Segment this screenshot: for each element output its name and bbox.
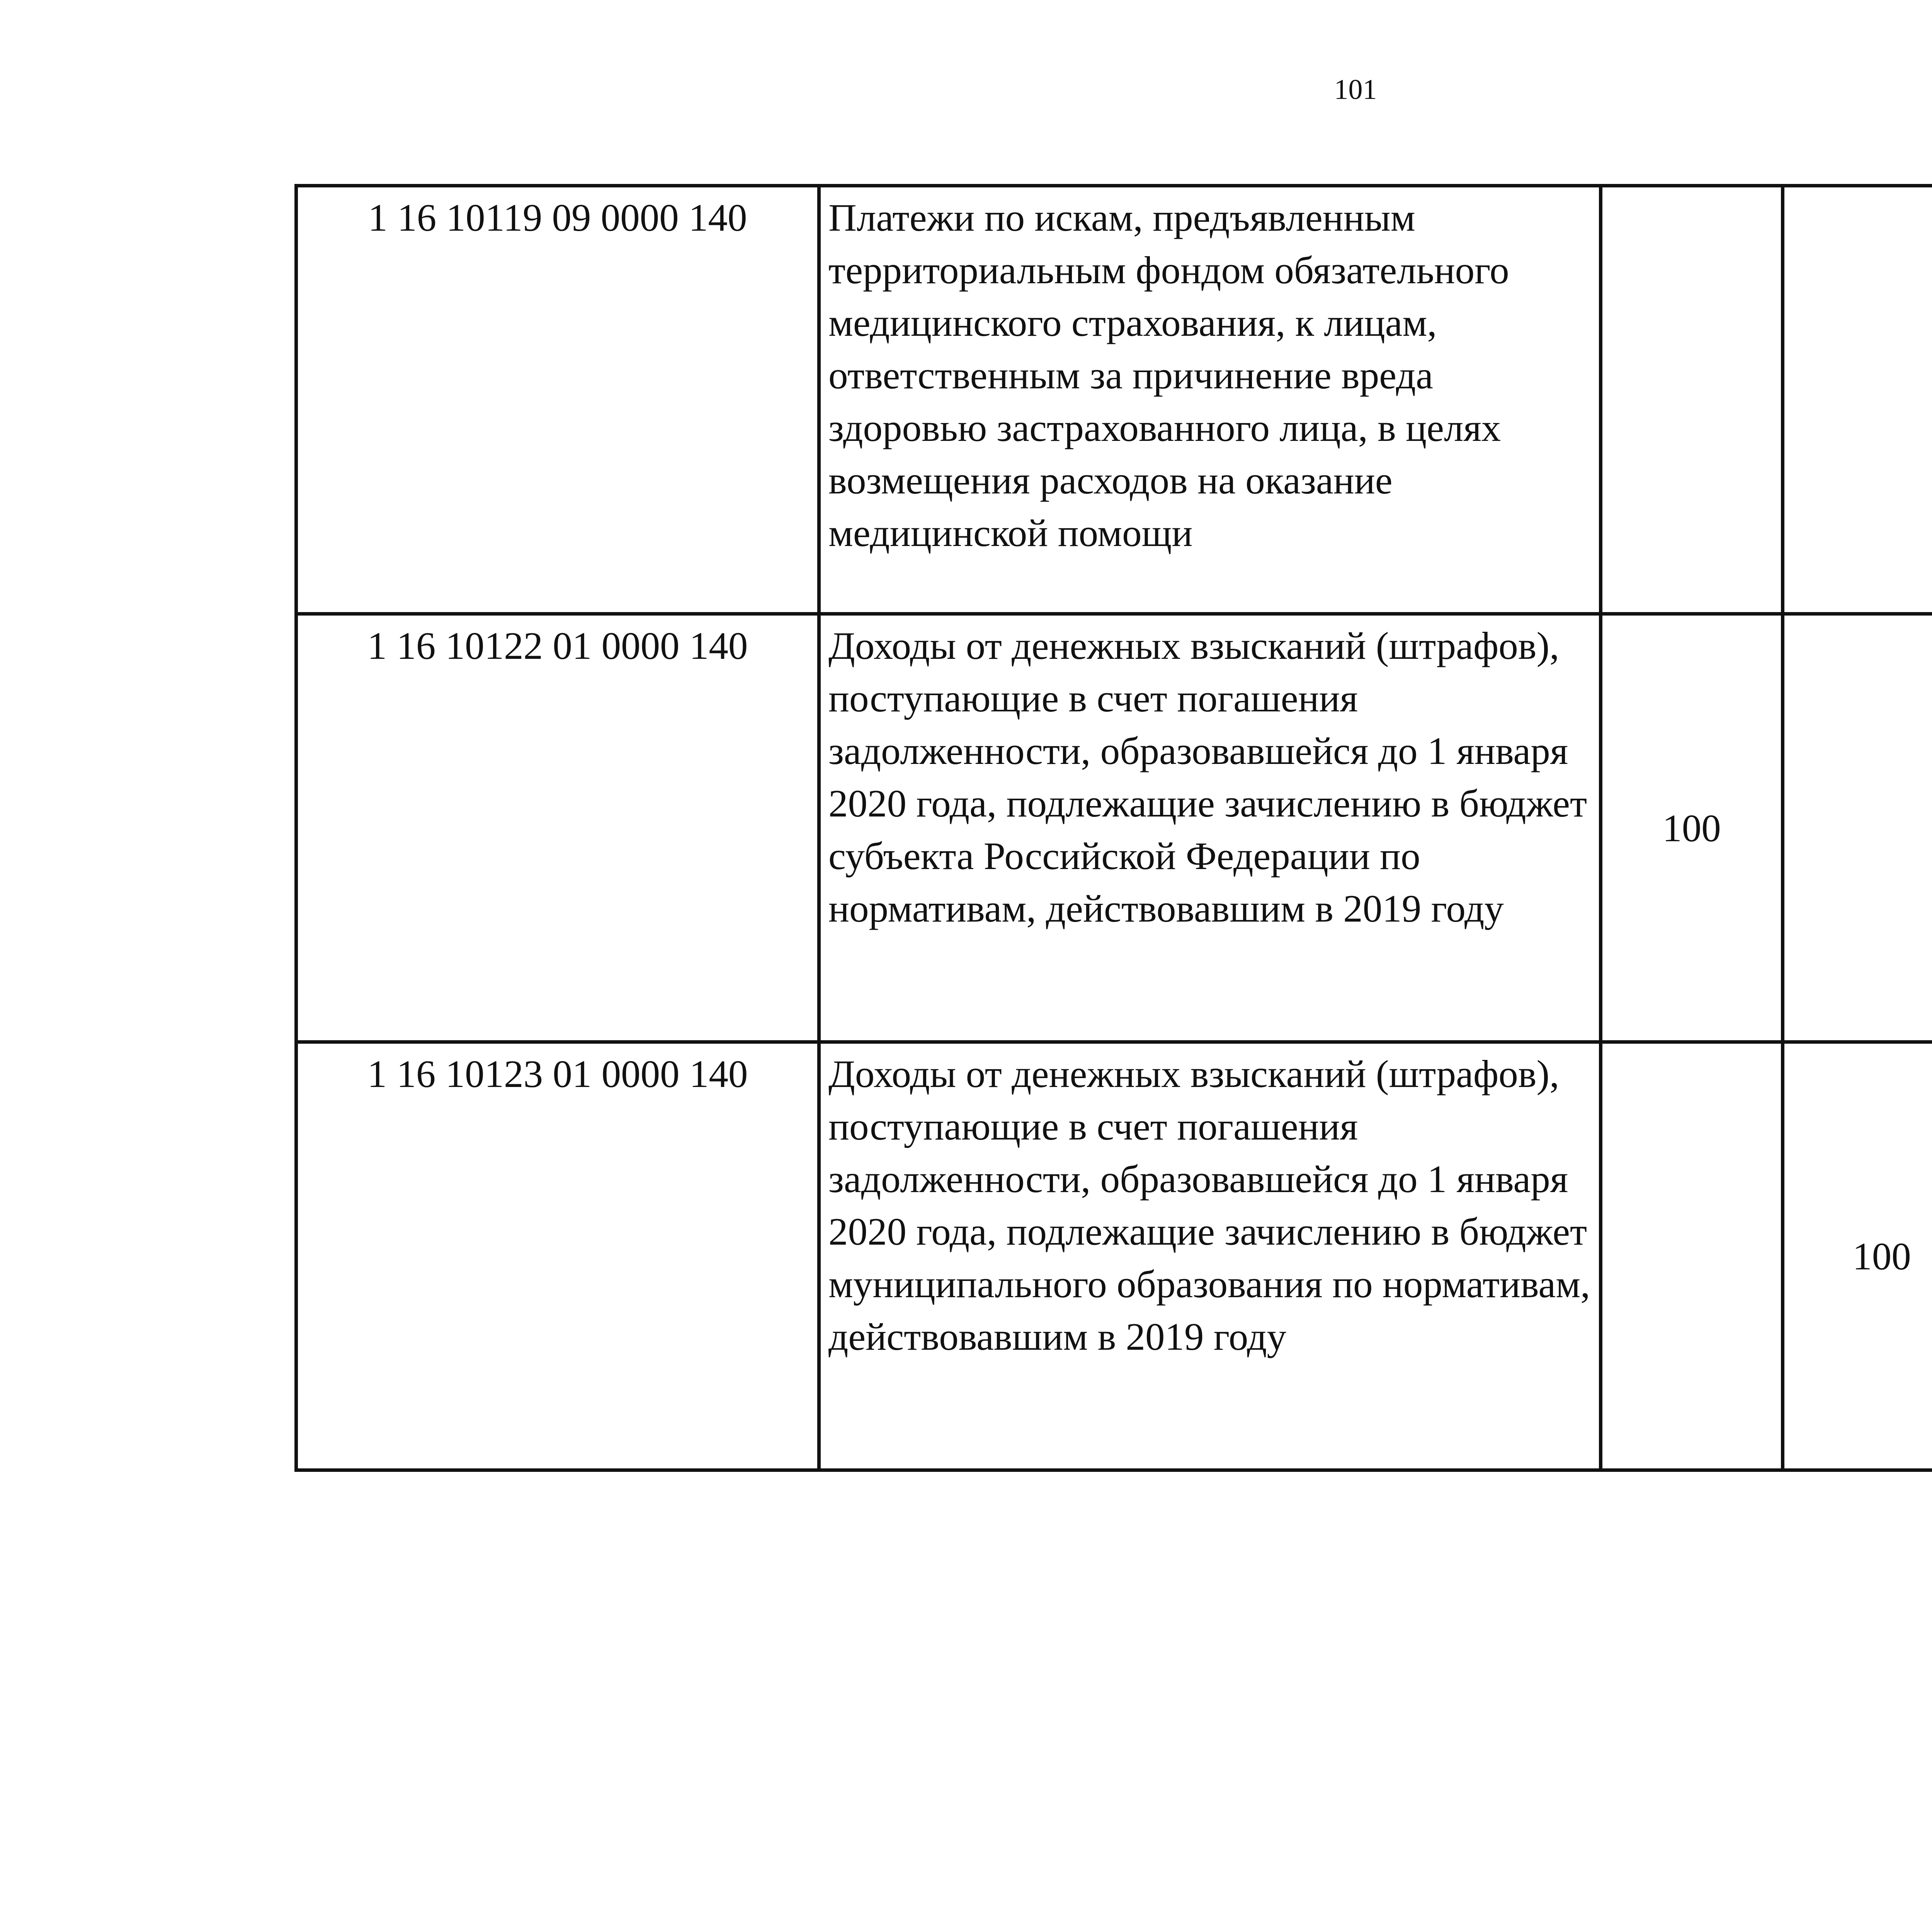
revenue-distribution-table [294, 184, 1932, 1472]
rate-cell-2: 100 [1783, 1042, 1932, 1470]
budget-code-cell: 1 16 10119 09 0000 140 [296, 186, 819, 614]
revenue-description-cell: Платежи по искам, предъявленным территориальным фондом обязательного медицинского страхования, к лицам, ответственным за причинение вреда здоровью застрахованного лица, в целях возмещения расходов на оказание медицинской помощи [819, 186, 1601, 614]
rate-cell-1: 100 [1601, 614, 1783, 1042]
revenue-description-cell: Доходы от денежных взысканий (штрафов), поступающие в счет погашения задолженности, образовавшейся до 1 января 2020 года, подлежащие зачислению в бюджет муниципального образования по нормативам, действовавшим в 2019 году [819, 1042, 1601, 1470]
budget-code-cell: 1 16 10122 01 0000 140 [296, 614, 819, 1042]
rate-cell-2 [1783, 186, 1932, 614]
rate-cell-1 [1601, 186, 1783, 614]
table-row [296, 1042, 1932, 1470]
page-number: 101 [1334, 74, 1377, 105]
table-row [296, 614, 1932, 1042]
table-row [296, 186, 1932, 614]
rate-cell-1 [1601, 1042, 1783, 1470]
budget-code-cell: 1 16 10123 01 0000 140 [296, 1042, 819, 1470]
rate-cell-2 [1783, 614, 1932, 1042]
revenue-description-cell: Доходы от денежных взысканий (штрафов), поступающие в счет погашения задолженности, образовавшейся до 1 января 2020 года, подлежащие зачислению в бюджет субъекта Российской Федерации по нормативам, действовавшим в 2019 году [819, 614, 1601, 1042]
